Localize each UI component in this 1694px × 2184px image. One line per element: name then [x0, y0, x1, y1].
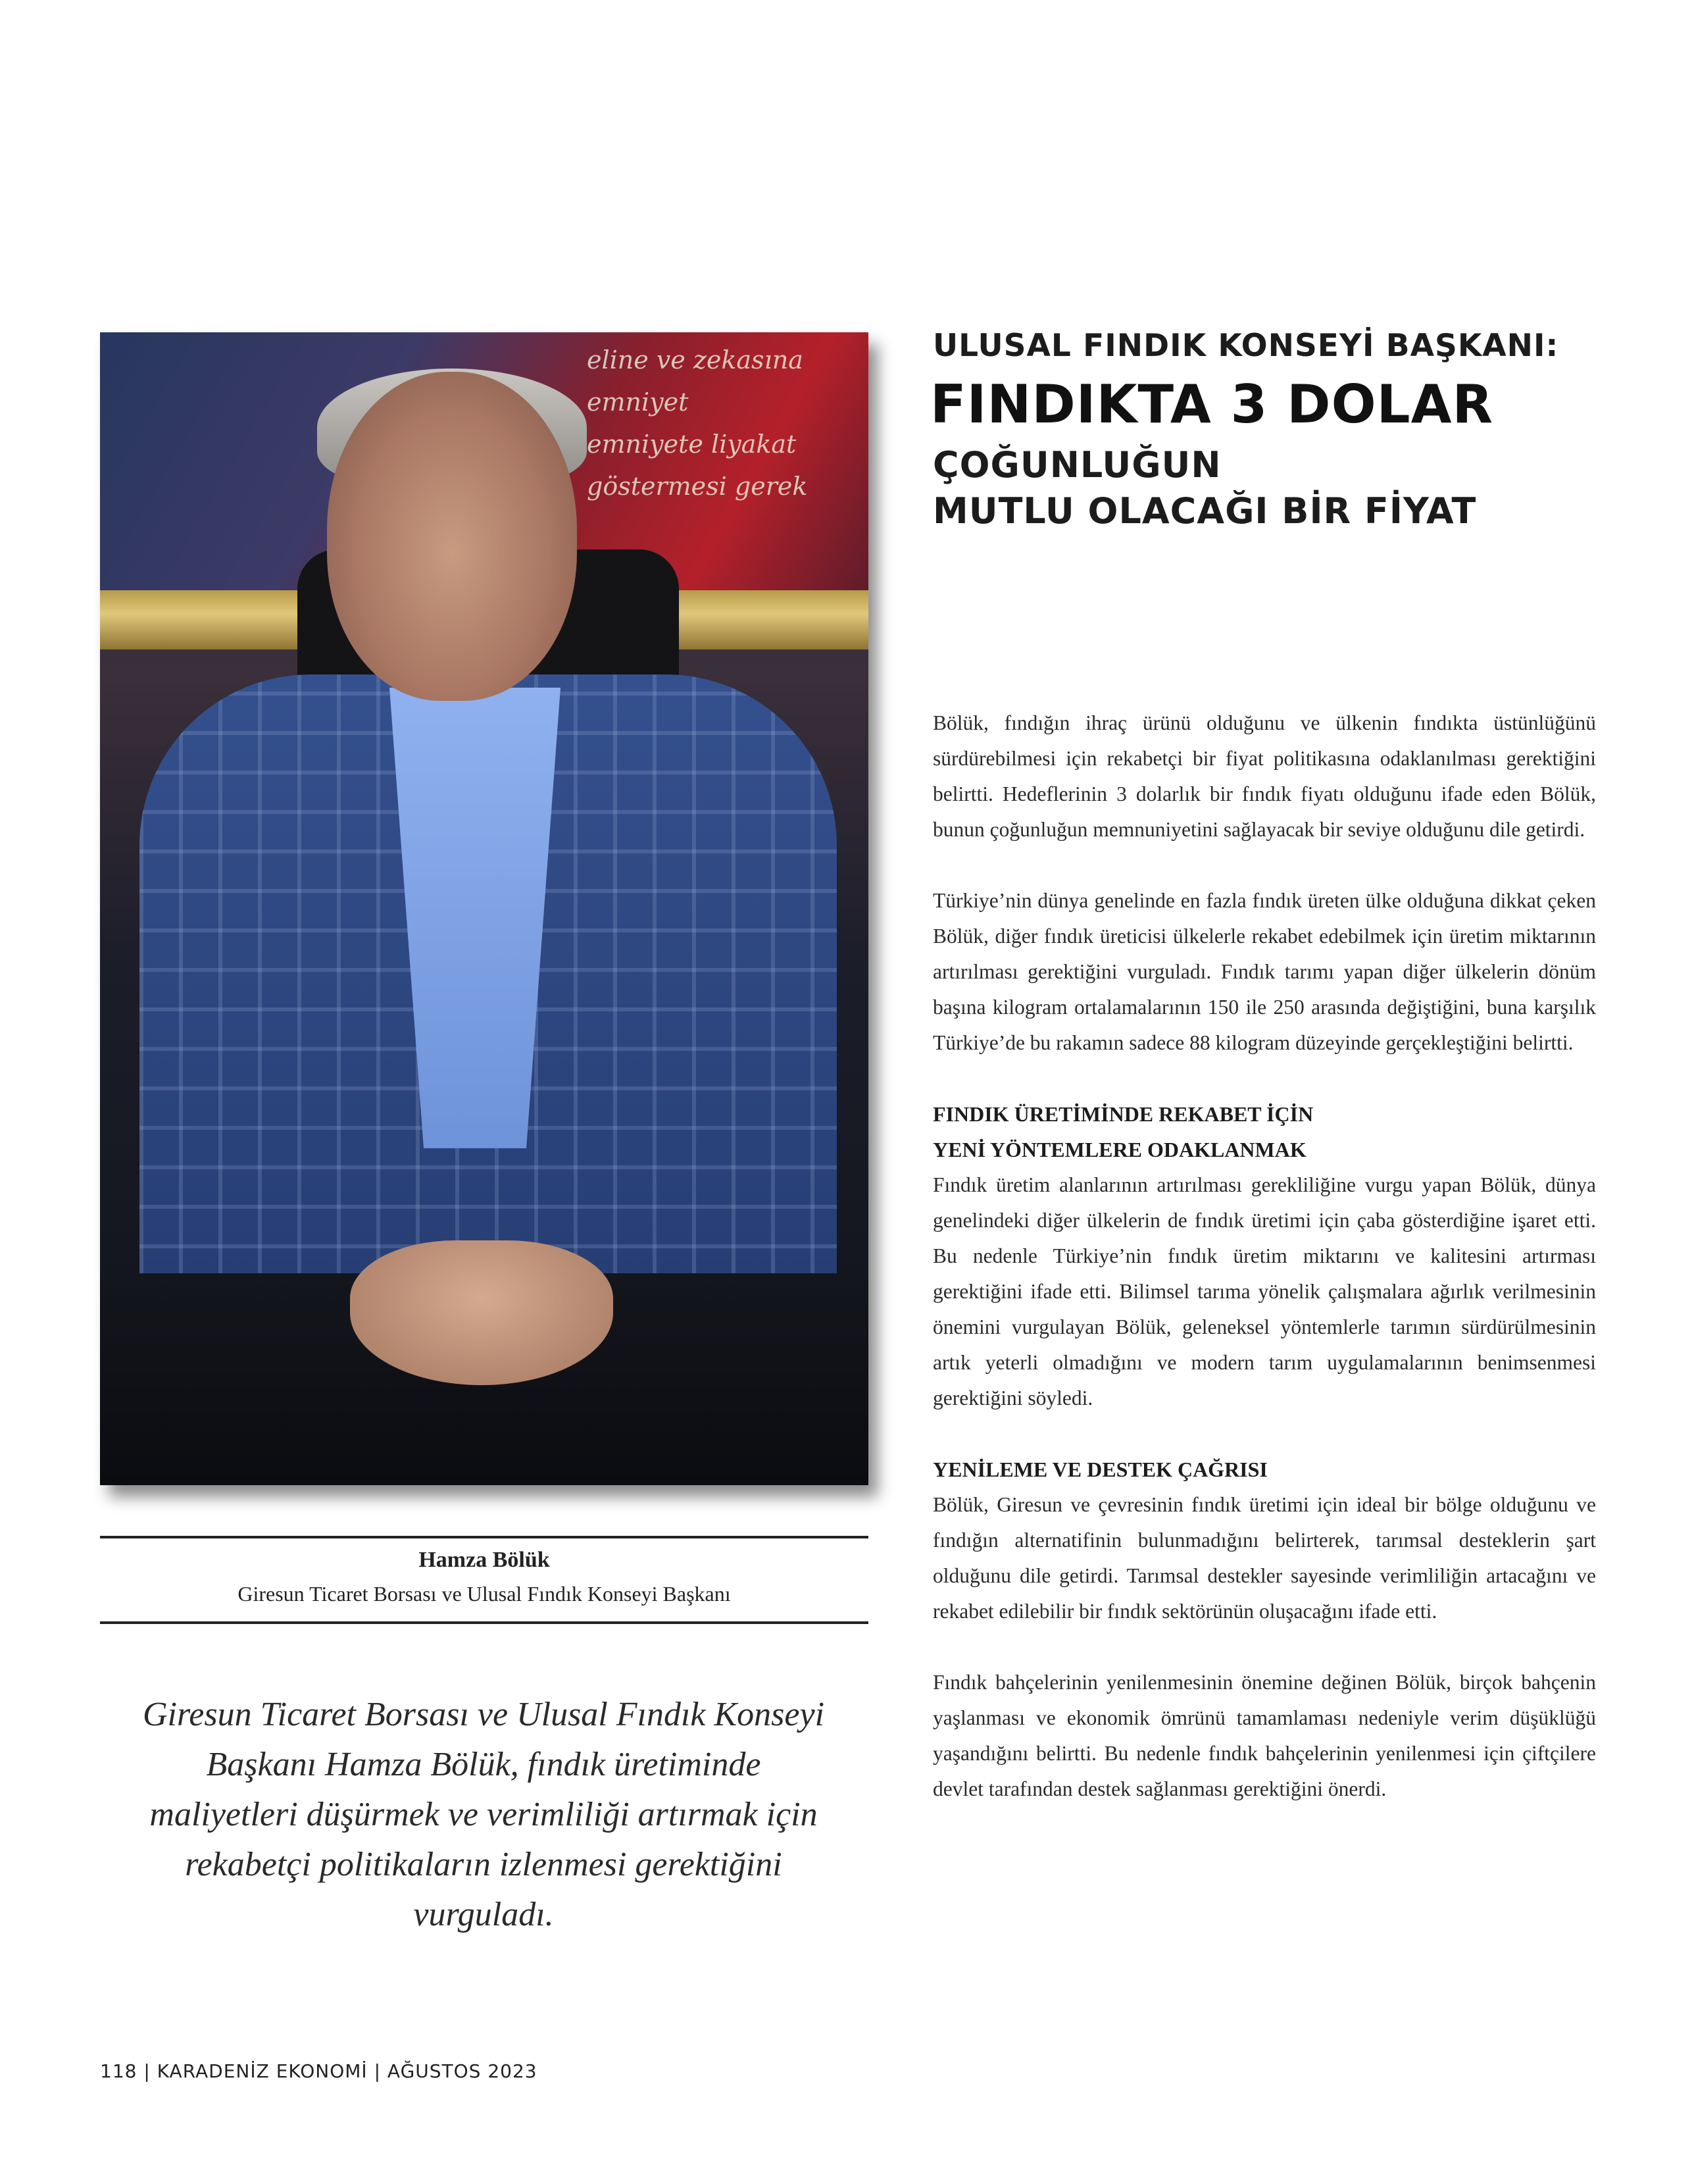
banner-inscription — [587, 339, 868, 507]
paragraph-2: Türkiye’nin dünya genelinde en fazla fındık üreten ülke olduğuna dikkat çeken Bölük, diğer fındık üreticisi ülkelerle rekabet edebilmek için üretim miktarının artırılması gerektiğini vurguladı. Fındık tarımı yapan diğer ülkelerin dönüm başına kilogram ortalamalarının 150 ile 250 arasında değiştiğini, buna karşılık Türkiye’de bu rakamın sadece 88 kilogram düzeyinde gerçekleştiğini belirtti. — [933, 889, 1596, 1054]
caption-top-rule — [100, 1536, 868, 1538]
article-body — [933, 705, 1596, 1842]
subheading-2: YENİLEME VE DESTEK ÇAĞRISI — [933, 1458, 1268, 1481]
banner-text-line2: emniyete liyakat göstermesi gerek — [587, 430, 808, 501]
paragraph-4: Bölük, Giresun ve çevresinin fındık üretimi için ideal bir bölge olduğunu ve fındığın alternatifinin bulunmadığını belirterek, tarımsal desteklerin şart olduğunu dile getirdi. Tarımsal destekler sayesinde verimliliğin artacağını ve rekabet edilebilir bir fındık sektörünün oluşacağını ifade etti. — [933, 1493, 1596, 1623]
paragraph-1: Bölük, fındığın ihraç ürünü olduğunu ve ülkenin fındıkta üstünlüğünü sürdürebilmesi için rekabetçi bir fiyat politikasına odaklanılması gerektiğini belirtti. Hedeflerinin 3 dolarlık bir fındık fiyatı olduğunu ifade eden Bölük, bunun çoğunluğun memnuniyetini sağlayacak bir seviye olduğunu dile getirdi. — [933, 711, 1596, 841]
caption-bottom-rule — [100, 1621, 868, 1624]
subheading-1-line1: FINDIK ÜRETİMİNDE REKABET İÇİN — [933, 1102, 1314, 1126]
pull-quote: Giresun Ticaret Borsası ve Ulusal Fındık Konseyi Başkanı Hamza Bölük, fındık üretiminde maliyetleri düşürmek ve verimliliği artırmak için rekabetçi politikaların izlenmesi gerektiğini vurguladı. — [142, 1696, 825, 1933]
headline-kicker: ULUSAL FINDIK KONSEYİ BAŞKANI: — [933, 328, 1559, 364]
subtitle-line1: ÇOĞUNLUĞUN — [933, 444, 1222, 486]
page-footer: 118 | KARADENİZ EKONOMİ | AĞUSTOS 2023 — [100, 2060, 537, 2082]
caption-role: Giresun Ticaret Borsası ve Ulusal Fındık Konseyi Başkanı — [237, 1582, 731, 1606]
caption-name: Hamza Bölük — [418, 1548, 550, 1572]
subtitle-line2: MUTLU OLACAĞI BİR FİYAT — [933, 490, 1477, 532]
paragraph-5: Fındık bahçelerinin yenilenmesinin önemine değinen Bölük, birçok bahçenin yaşlanması ve ekonomik ömrünü tamamlaması nedeniyle verim düşüklüğü yaşandığını belirtti. Bu nedenle fındık bahçelerinin yenilenmesi için çiftçilere devlet tarafından destek sağlanması gerektiğini önerdi. — [933, 1671, 1596, 1800]
folded-hands — [350, 1240, 613, 1385]
headline-subtitle — [933, 442, 1476, 534]
subheading-1 — [933, 1096, 1596, 1167]
subheading-1-line2: YENİ YÖNTEMLERE ODAKLANMAK — [933, 1138, 1307, 1161]
portrait-photo — [100, 332, 868, 1485]
face — [327, 372, 577, 701]
paragraph-3: Fındık üretim alanlarının artırılması gerekliliğine vurgu yapan Bölük, dünya genelindeki diğer ülkelerin de fındık üretimi için çaba gösterdiğine işaret etti. Bu nedenle Türkiye’nin fındık üretim miktarını ve kalitesini artırması gerektiğini ifade etti. Bilimsel tarıma yönelik çalışmalara ağırlık verilmesinin önemini vurgulayan Bölük, geleneksel yöntemlerle tarımın sürdürülmesinin artık yeterli olmadığını ve modern tarım uygulamalarının benimsenmesi gerektiğini söyledi. — [933, 1173, 1596, 1409]
banner-text-line1: eline ve zekasına emniyet — [587, 345, 803, 417]
headline-title: FINDIKTA 3 DOLAR — [930, 374, 1494, 435]
